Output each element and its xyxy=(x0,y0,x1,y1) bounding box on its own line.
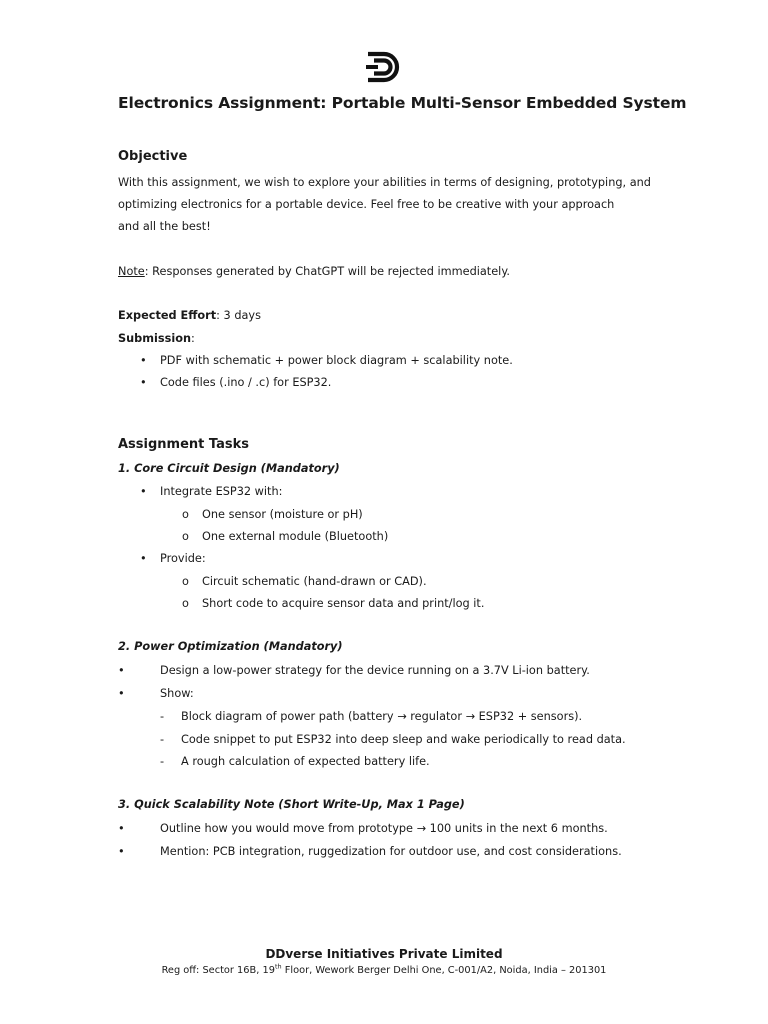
bullet-glyph: • xyxy=(118,845,125,858)
task-3-bullet: Outline how you would move from prototype → 100 units in the next 6 months. xyxy=(160,822,608,835)
task-1-bullet: Provide: xyxy=(160,552,206,565)
task-3-title: 3. Quick Scalability Note (Short Write-Up, Max 1 Page) xyxy=(118,798,465,811)
dash-glyph: - xyxy=(160,755,165,768)
circle-glyph: o xyxy=(182,530,189,543)
document-title: Electronics Assignment: Portable Multi-Sensor Embedded System xyxy=(118,94,687,112)
note-line xyxy=(118,261,510,284)
task-2-sub-item: Code snippet to put ESP32 into deep sleep and wake periodically to read data. xyxy=(181,733,626,746)
bullet-glyph: • xyxy=(118,822,125,835)
submission-line xyxy=(118,328,195,351)
objective-line-3: and all the best! xyxy=(118,220,211,233)
bullet-glyph: • xyxy=(140,354,147,367)
circle-glyph: o xyxy=(182,508,189,521)
objective-line-2: optimizing electronics for a portable device. Feel free to be creative with your approach xyxy=(118,198,615,211)
task-2-bullet: Show: xyxy=(160,687,194,700)
bullet-glyph: • xyxy=(140,552,147,565)
submission-item: Code files (.ino / .c) for ESP32. xyxy=(160,376,332,389)
bullet-glyph: • xyxy=(140,485,147,498)
effort-value: : 3 days xyxy=(216,309,261,322)
footer-address-part: Floor, Wework Berger Delhi One, C-001/A2, Noida, India – 201301 xyxy=(281,965,607,976)
note-label: Note xyxy=(118,265,145,278)
task-1-sub-item: One external module (Bluetooth) xyxy=(202,530,389,543)
dash-glyph: - xyxy=(160,733,165,746)
bullet-glyph: • xyxy=(118,687,125,700)
footer-address-sup: th xyxy=(274,962,282,971)
task-2-sub-item: A rough calculation of expected battery life. xyxy=(181,755,430,768)
note-text: : Responses generated by ChatGPT will be rejected immediately. xyxy=(144,265,510,278)
bullet-glyph: • xyxy=(118,664,125,677)
submission-label: Submission xyxy=(118,332,192,345)
effort-line xyxy=(118,305,261,328)
circle-glyph: o xyxy=(182,597,189,610)
task-1-title: 1. Core Circuit Design (Mandatory) xyxy=(118,462,340,475)
circle-glyph: o xyxy=(182,575,189,588)
footer-address-part: Reg off: Sector 16B, 19 xyxy=(161,965,275,976)
tasks-heading: Assignment Tasks xyxy=(118,437,249,452)
footer-company: DDverse Initiatives Private Limited xyxy=(265,947,503,961)
footer-address xyxy=(0,962,768,976)
task-2-title: 2. Power Optimization (Mandatory) xyxy=(118,640,343,653)
task-2-bullet: Design a low-power strategy for the device running on a 3.7V Li-ion battery. xyxy=(160,664,590,677)
task-3-bullet: Mention: PCB integration, ruggedization for outdoor use, and cost considerations. xyxy=(160,845,622,858)
task-1-bullet: Integrate ESP32 with: xyxy=(160,485,283,498)
objective-heading: Objective xyxy=(118,149,188,164)
dash-glyph: - xyxy=(160,710,165,723)
bullet-glyph: • xyxy=(140,376,147,389)
objective-line-1: With this assignment, we wish to explore your abilities in terms of designing, prototyping, and xyxy=(118,176,651,189)
effort-label: Expected Effort xyxy=(118,309,217,322)
task-1-sub-item: One sensor (moisture or pH) xyxy=(202,508,363,521)
submission-item: PDF with schematic + power block diagram + scalability note. xyxy=(160,354,513,367)
submission-colon: : xyxy=(191,332,195,345)
task-2-sub-item: Block diagram of power path (battery → regulator → ESP32 + sensors). xyxy=(181,710,583,723)
task-1-sub-item: Short code to acquire sensor data and print/log it. xyxy=(202,597,485,610)
task-1-sub-item: Circuit schematic (hand-drawn or CAD). xyxy=(202,575,427,588)
ddverse-logo-icon xyxy=(364,50,404,84)
